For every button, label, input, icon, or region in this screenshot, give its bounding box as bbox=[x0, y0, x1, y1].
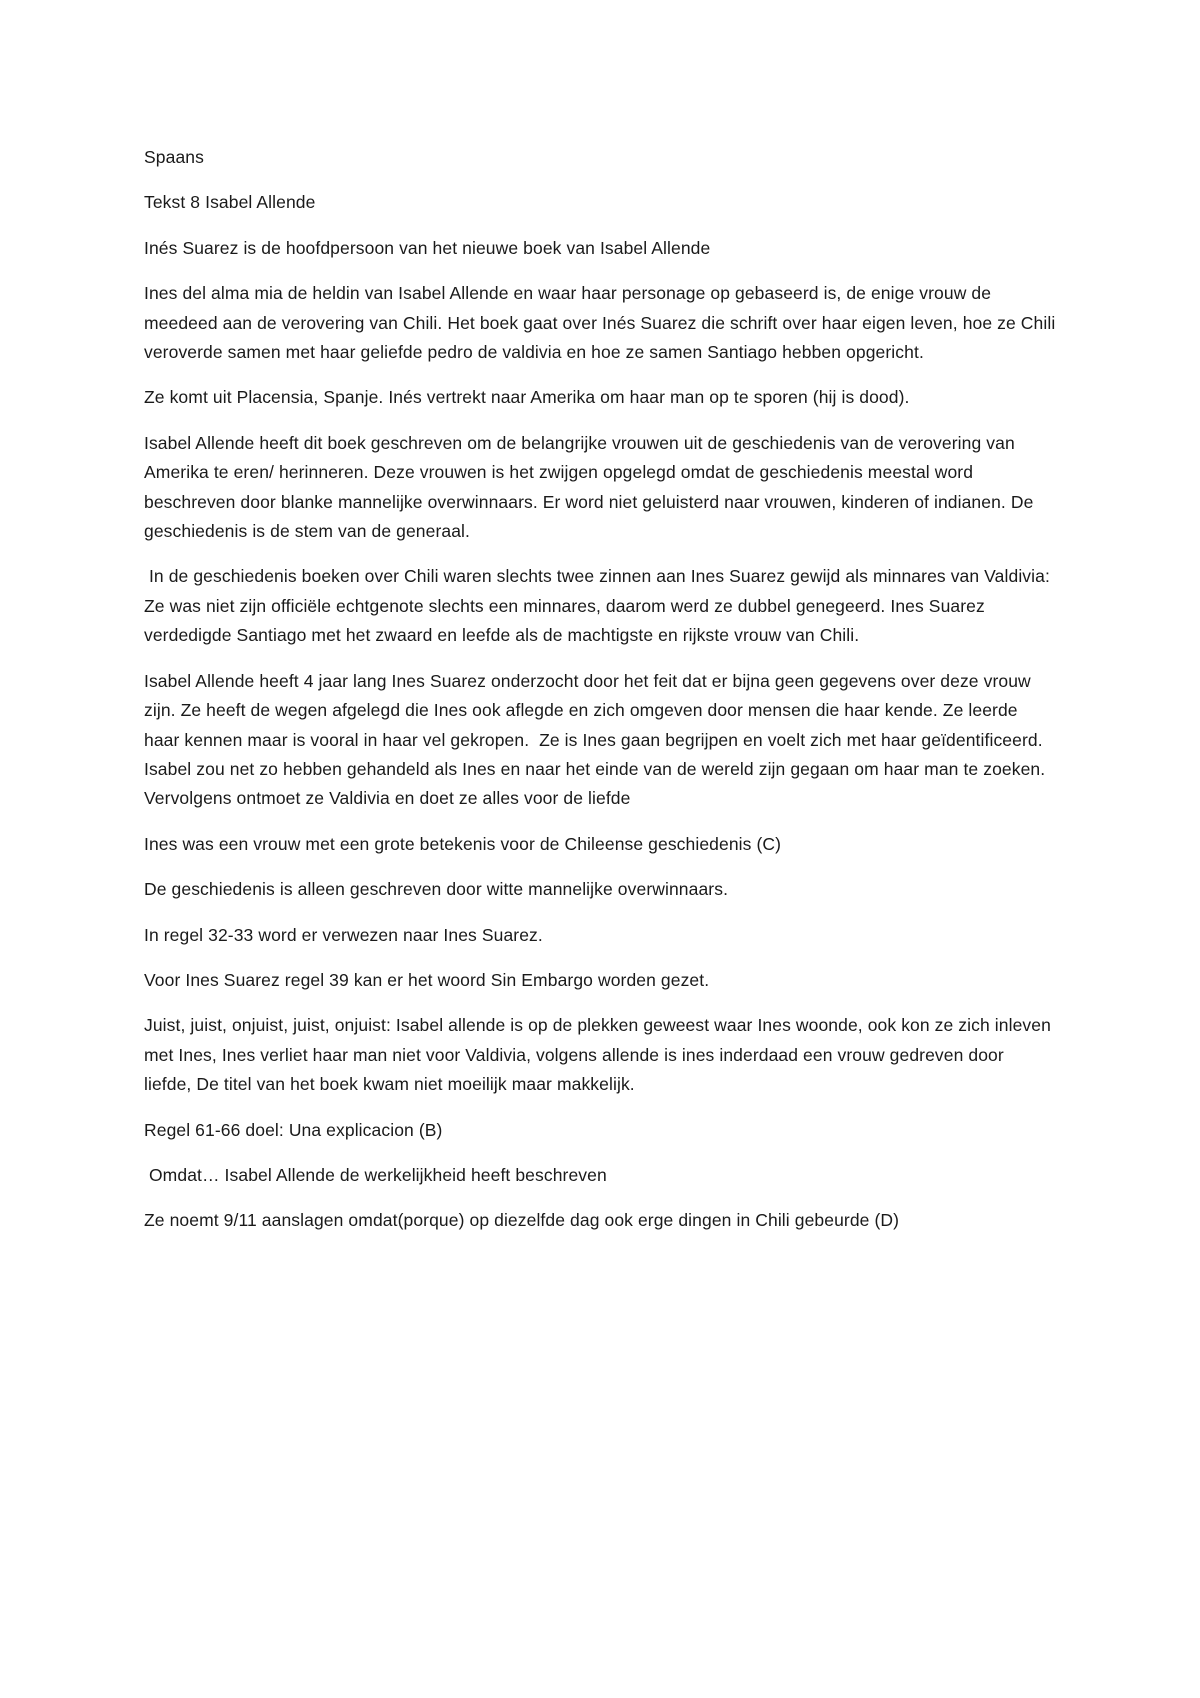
paragraph: Ze komt uit Placensia, Spanje. Inés vertrekt naar Amerika om haar man op te sporen (hij is dood). bbox=[144, 387, 910, 408]
paragraph: De geschiedenis is alleen geschreven door witte mannelijke overwinnaars. bbox=[144, 879, 729, 900]
paragraph: Voor Ines Suarez regel 39 kan er het woord Sin Embargo worden gezet. bbox=[144, 969, 710, 990]
paragraph: Ines was een vrouw met een grote betekenis voor de Chileense geschiedenis (C) bbox=[144, 833, 782, 854]
paragraph: Inés Suarez is de hoofdpersoon van het nieuwe boek van Isabel Allende bbox=[144, 237, 711, 258]
document-subheading: Tekst 8 Isabel Allende bbox=[144, 192, 316, 213]
paragraph: Omdat… Isabel Allende de werkelijkheid heeft beschreven bbox=[144, 1164, 607, 1185]
paragraph: Ines del alma mia de heldin van Isabel Allende en waar haar personage op gebaseerd is, de enige vrouw de meedeed aan de verovering van Chili. Het boek gaat over Inés Suarez die schrift over haar eigen leven, hoe ze Chili veroverde samen met haar geliefde pedro de valdivia en hoe ze samen Santiago hebben opgericht. bbox=[144, 283, 1061, 363]
document-heading: Spaans bbox=[144, 147, 204, 167]
paragraph: Isabel Allende heeft 4 jaar lang Ines Suarez onderzocht door het feit dat er bijna geen gegevens over deze vrouw zijn. Ze heeft de wegen afgelegd die Ines ook aflegde en zich omgeven door mensen die haar kende. Ze leerde haar kennen maar is vooral in haar vel gekropen. Ze is Ines gaan begrijpen en voelt zich met haar geïdentificeerd. Isabel zou net zo hebben gehandeld als Ines en naar het einde van de wereld zijn gegaan om haar man te zoeken. Vervolgens ontmoet ze Valdivia en doet ze alles voor de liefde bbox=[144, 670, 1051, 809]
paragraph: Isabel Allende heeft dit boek geschreven om de belangrijke vrouwen uit de geschiedenis van de verovering van Amerika te eren/ herinneren. Deze vrouwen is het zwijgen opgelegd omdat de geschiedenis meestal word beschreven door blanke mannelijke overwinnaars. Er word niet geluisterd naar vrouwen, kinderen of indianen. De geschiedenis is de stem van de generaal. bbox=[144, 432, 1039, 542]
paragraph: Juist, juist, onjuist, juist, onjuist: Isabel allende is op de plekken geweest waar Ines woonde, ook kon ze zich inleven met Ines, Ines verliet haar man niet voor Valdivia, volgens allende is ines inderdaad een vrouw gedreven door liefde, De titel van het boek kwam niet moeilijk maar makkelijk. bbox=[144, 1015, 1056, 1095]
paragraph: In de geschiedenis boeken over Chili waren slechts twee zinnen aan Ines Suarez gewijd als minnares van Valdivia: Ze was niet zijn officiële echtgenote slechts een minnares, daarom werd ze dubbel genegeerd. Ines Suarez verdedigde Santiago met het zwaard en leefde als de machtigste en rijkste vrouw van Chili. bbox=[144, 566, 1055, 646]
paragraph: Regel 61-66 doel: Una explicacion (B) bbox=[144, 1119, 443, 1140]
document-body bbox=[144, 143, 1061, 1252]
paragraph: Ze noemt 9/11 aanslagen omdat(porque) op diezelfde dag ook erge dingen in Chili gebeurde (D) bbox=[144, 1210, 900, 1231]
paragraph: In regel 32-33 word er verwezen naar Ines Suarez. bbox=[144, 924, 543, 945]
